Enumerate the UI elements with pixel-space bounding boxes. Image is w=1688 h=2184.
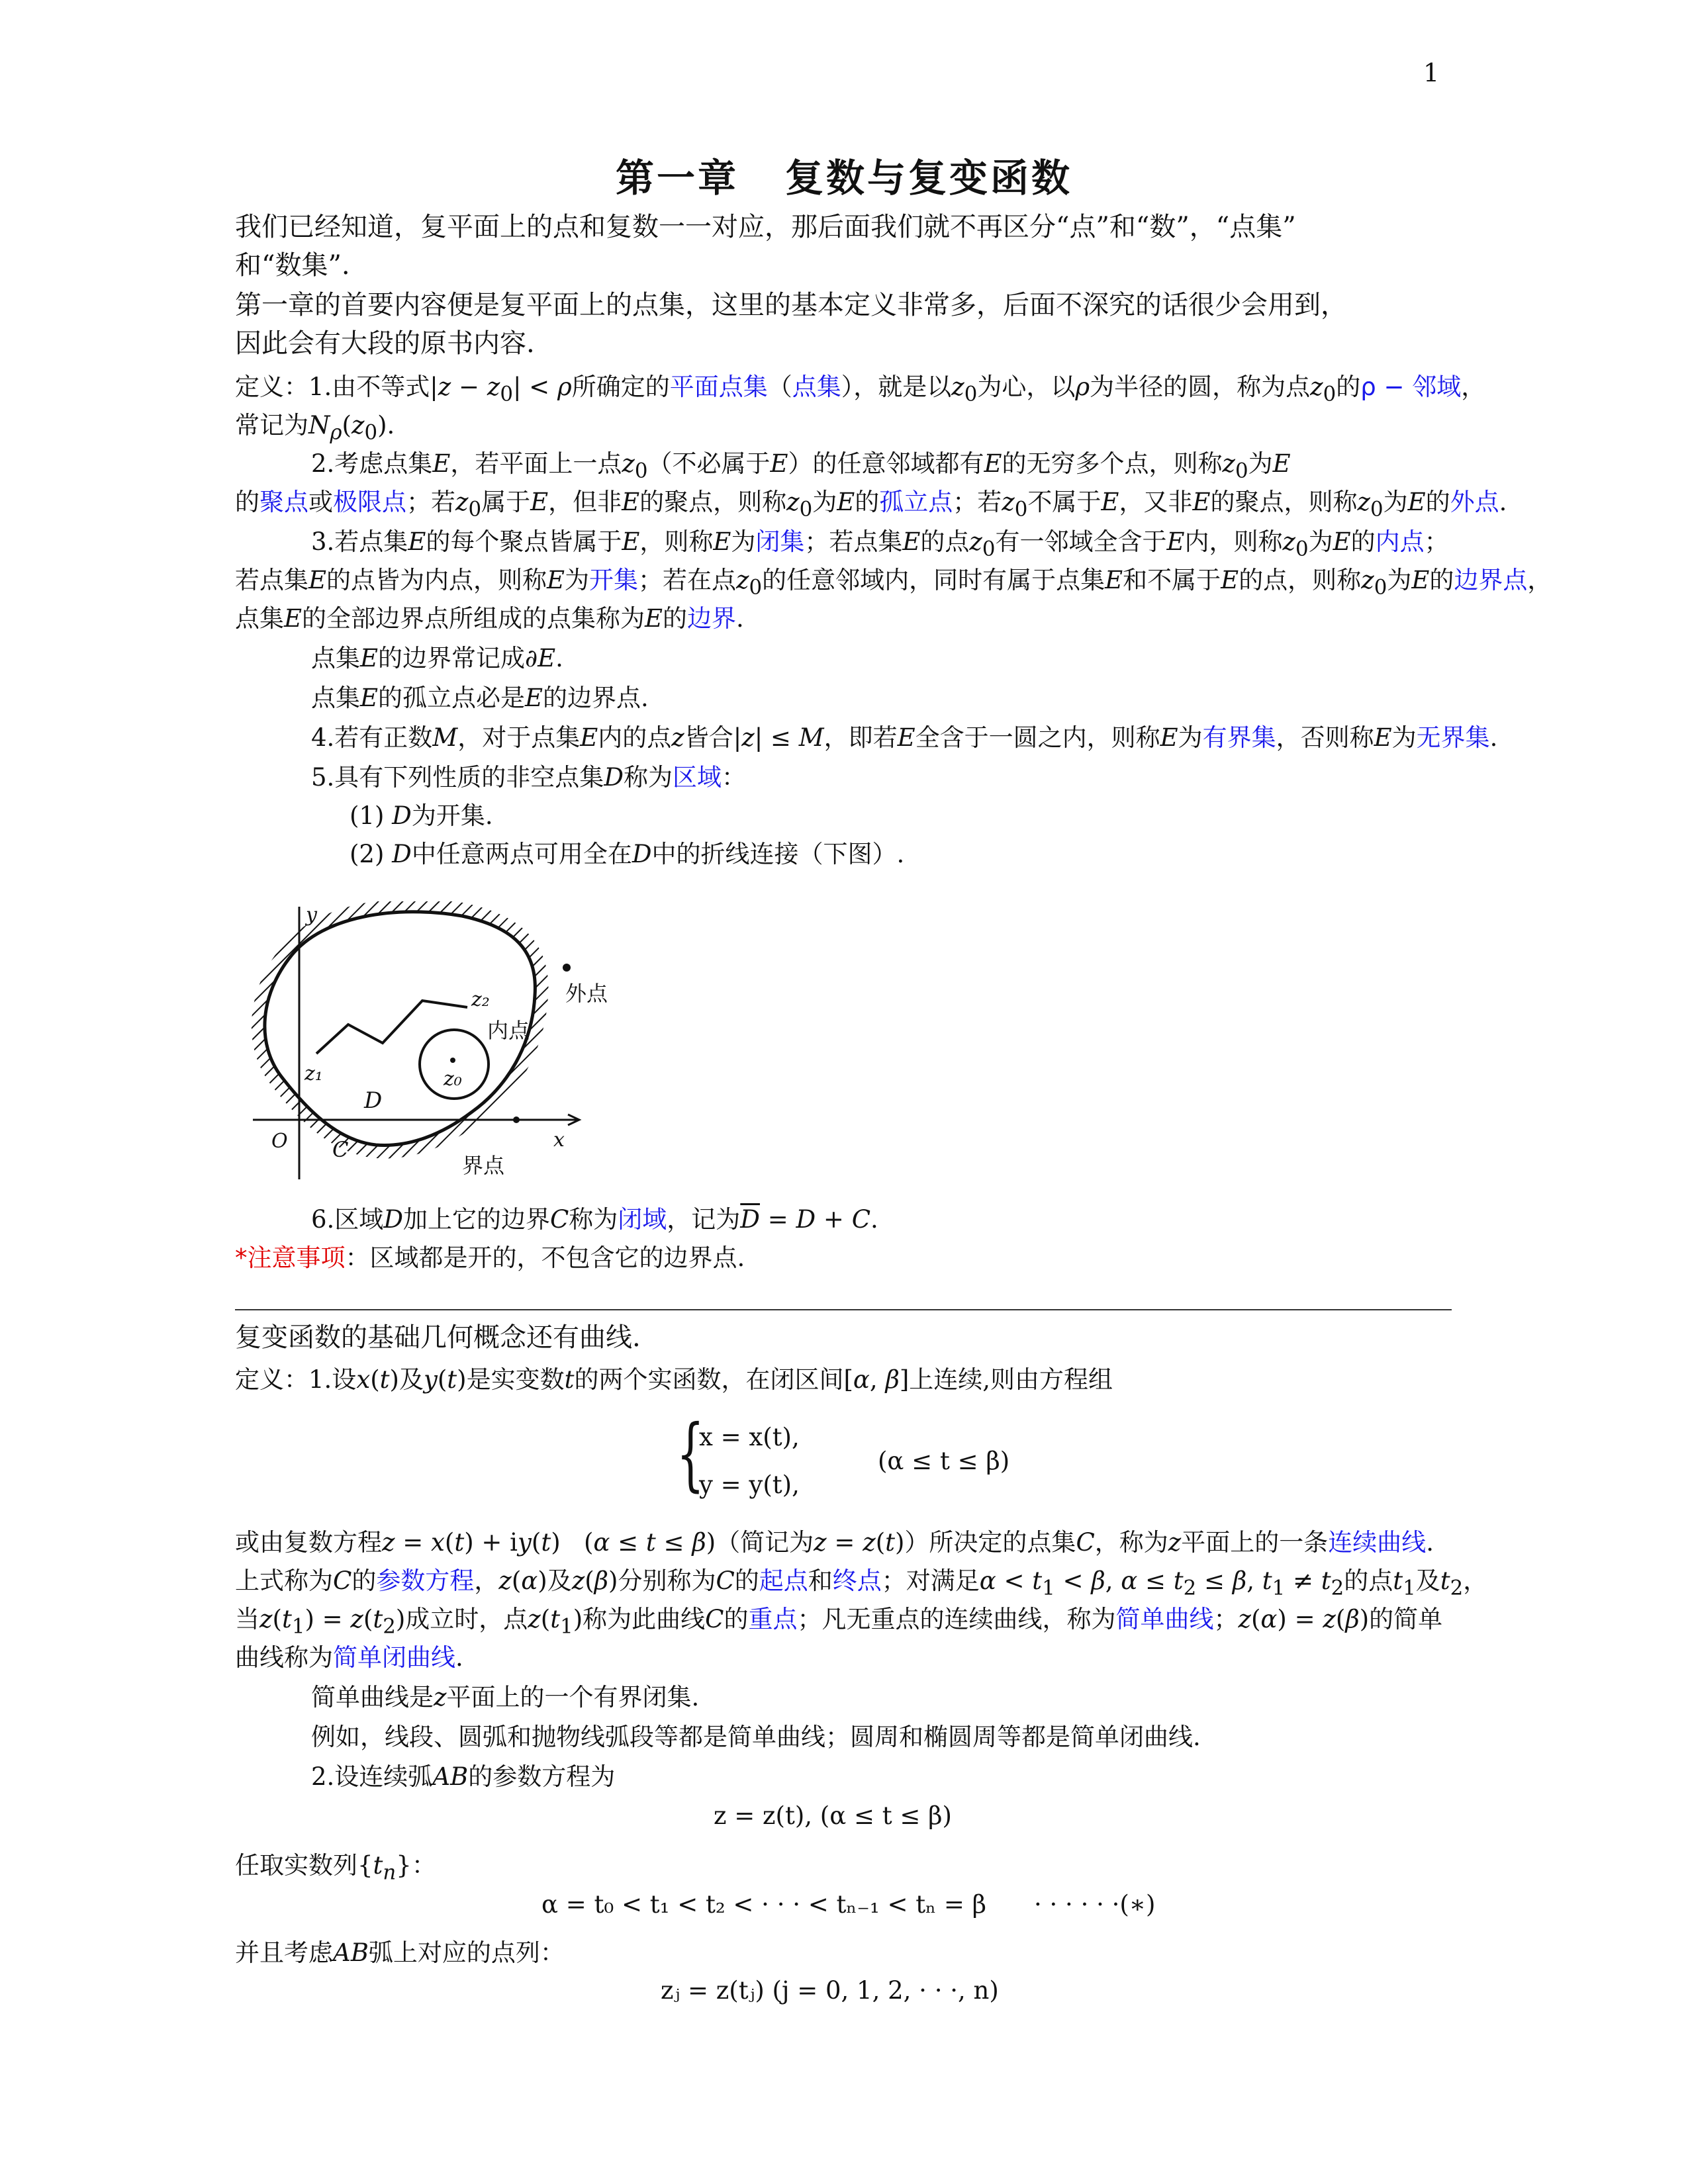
note-line: *注意事项：区域都是开的，不包含它的边界点. [235, 1244, 745, 1272]
arc-equation: z = z(t), (α ≤ t ≤ β) [714, 1801, 952, 1830]
chapter-name: 复数与复变函数 [785, 156, 1073, 201]
curve-def-5: 曲线称为简单闭曲线. [235, 1643, 463, 1672]
system-brace: { [677, 1408, 704, 1500]
def-5: 5.具有下列性质的非空点集D称为区域： [311, 763, 746, 792]
partition-tag: · · · · · ·(∗) [1034, 1890, 1156, 1919]
curves-intro: 复变函数的基础几何概念还有曲线. [235, 1322, 641, 1353]
intro-line-4: 因此会有大段的原书内容. [235, 328, 535, 359]
kw-rho-neighborhood: ρ − 邻域 [1360, 373, 1462, 401]
section-divider [235, 1309, 1452, 1310]
x-axis-label: x [553, 1128, 565, 1152]
boundary-point-label: 界点 [462, 1153, 505, 1178]
def-6: 6.区域D加上它的边界C称为闭域，记为$\overline{D} = D + C$. [311, 1205, 878, 1234]
kw-limit-point: 极限点 [333, 488, 406, 516]
partition-equation: α = t₀ < t₁ < t₂ < · · · < tₙ₋₁ < tₙ = β [541, 1890, 987, 1919]
y-axis-label: y [306, 903, 317, 927]
kw-open-set: 开集 [589, 566, 639, 594]
intro-line-1: 我们已经知道，复平面上的点和复数一一对应，那后面我们就不再区分“点”和“数”，“点集” [235, 212, 1296, 242]
kw-point-set: 点集 [792, 373, 841, 401]
kw-boundary-point: 边界点 [1454, 566, 1528, 594]
kw-region: 区域 [672, 763, 722, 792]
system-eq-2: y = y(t), [699, 1471, 800, 1499]
point-sequence-equation: zⱼ = z(tⱼ) (j = 0, 1, 2, · · ·, n) [661, 1976, 999, 2005]
def-2-line-2: 的聚点或极限点；若$z_0$属于E，但非E的聚点，则称$z_0$为E的孤立点；若$z_0$不属于E，又非E的聚点，则称$z_0$为E的外点. [235, 488, 1507, 522]
kw-plane-set: 平面点集 [669, 373, 768, 401]
kw-interior-point: 内点 [1375, 527, 1425, 556]
def-5-property-2: (2) D中任意两点可用全在D中的折线连接（下图）. [350, 840, 905, 868]
note-label: *注意事项 [235, 1244, 346, 1272]
def-5-property-1: (1) D为开集. [350, 801, 493, 830]
interior-point-label: 内点 [487, 1018, 530, 1043]
curve-def-1: 定义：1.设x(t)及y(t)是实变数t的两个实函数，在闭区间[α, β]上连续,则由方程组 [235, 1365, 1113, 1394]
curve-note-2: 例如，线段、圆弧和抛物线弧段等都是简单曲线；圆周和椭圆周等都是简单闭曲线. [311, 1723, 1201, 1751]
kw-unbounded-set: 无界集 [1416, 723, 1490, 752]
chapter-title [0, 147, 1688, 203]
kw-closed-set: 闭集 [755, 527, 805, 556]
curve-note-1: 简单曲线是z平面上的一个有界闭集. [311, 1683, 700, 1711]
exterior-point-dot [563, 964, 571, 972]
def-2-line-1: 2.考虑点集E，若平面上一点$z_0$（不必属于E）的任意邻域都有E的无穷多个点，则称$z_0$为E [311, 449, 1291, 483]
exterior-point-label: 外点 [565, 981, 608, 1006]
kw-exterior-point: 外点 [1450, 488, 1499, 516]
point-sequence-line: 并且考虑AB弧上对应的点列： [235, 1938, 565, 1967]
kw-end-point: 终点 [832, 1567, 882, 1595]
real-sequence-line: 任取实数列$\{t_n\}$： [235, 1851, 436, 1885]
intro-line-3: 第一章的首要内容便是复平面上的点集，这里的基本定义非常多，后面不深究的话很少会用到， [235, 290, 1347, 320]
kw-simple-curve: 简单曲线 [1115, 1605, 1214, 1633]
def-3-line-1: 3.若点集E的每个聚点皆属于E，则称E为闭集；若点集E的点$z_0$有一邻域全含于E内，则称$z_0$为E的内点； [311, 527, 1449, 561]
kw-start-point: 起点 [759, 1567, 808, 1595]
def-1-line-2: 常记为$N_\rho(z_0)$. [235, 411, 395, 445]
region-D-label: D [364, 1087, 383, 1114]
note-isolated-boundary: 点集E的孤立点必是E的边界点. [311, 684, 649, 712]
def-3-line-3: 点集E的全部边界点所组成的点集称为E的边界. [235, 604, 744, 633]
def-4: 4.若有正数M，对于点集E内的点z皆合|z| ≤ M，即若E全含于一圆之内，则称E为有界集，否则称E为无界集. [311, 723, 1498, 752]
kw-continuous-curve: 连续曲线 [1328, 1528, 1427, 1557]
page-number: 1 [1423, 58, 1440, 87]
kw-boundary: 边界 [687, 604, 737, 633]
def-1-line-1: 定义：1.由不等式$|z - z_0| < \rho$所确定的平面点集（点集），就是以$z_0$为心，以ρ为半径的圆，称为点$z_0$的ρ − 邻域， [235, 373, 1486, 406]
kw-closed-region: 闭域 [618, 1205, 667, 1234]
note-boundary-notation: 点集E的边界常记成∂E. [311, 644, 563, 672]
z0-label: z₀ [444, 1068, 462, 1091]
curve-def-4: 当$z(t_1) = z(t_2)$成立时，点$z(t_1)$称为此曲线C的重点；凡无重点的连续曲线，称为简单曲线；z(α) = z(β)的简单 [235, 1605, 1443, 1639]
def-3-line-2: 若点集E的点皆为内点，则称E为开集；若在点$z_0$的任意邻域内，同时有属于点集E和不属于E的点，则称$z_0$为E的边界点， [235, 566, 1552, 600]
region-figure [244, 901, 608, 1193]
kw-simple-closed-curve: 简单闭曲线 [333, 1643, 455, 1672]
intro-line-2: 和“数集”. [235, 250, 350, 281]
curve-def-arc: 2.设连续弧AB的参数方程为 [311, 1762, 616, 1791]
kw-accumulation-point: 聚点 [259, 488, 308, 516]
kw-parametric-equation: 参数方程 [376, 1567, 475, 1595]
hatched-boundary [244, 901, 594, 1193]
kw-bounded-set: 有界集 [1202, 723, 1276, 752]
curve-def-2: 或由复数方程z = x(t) + iy(t) (α ≤ t ≤ β)（简记为z = z(t)）所决定的点集C，称为z平面上的一条连续曲线. [235, 1528, 1434, 1557]
z2-label: z₂ [471, 988, 490, 1011]
kw-isolated-point: 孤立点 [879, 488, 953, 516]
z0-point [450, 1058, 455, 1063]
boundary-point-dot [513, 1116, 520, 1123]
kw-double-point: 重点 [748, 1605, 798, 1633]
chapter-number: 第一章 [615, 156, 739, 201]
curve-def-3: 上式称为C的参数方程，z(α)及z(β)分别称为C的起点和终点；对满足$\alpha < t_1 < \beta$, $\alpha \le t_2 \le \beta$, $t_1 \ne t_2$的点$t_1$及$t_2$， [235, 1567, 1488, 1600]
z1-label: z₁ [305, 1062, 323, 1085]
curve-C-label: C [332, 1137, 349, 1162]
system-range: (α ≤ t ≤ β) [878, 1447, 1010, 1475]
origin-label: O [271, 1130, 288, 1153]
system-eq-1: x = x(t), [699, 1423, 800, 1451]
